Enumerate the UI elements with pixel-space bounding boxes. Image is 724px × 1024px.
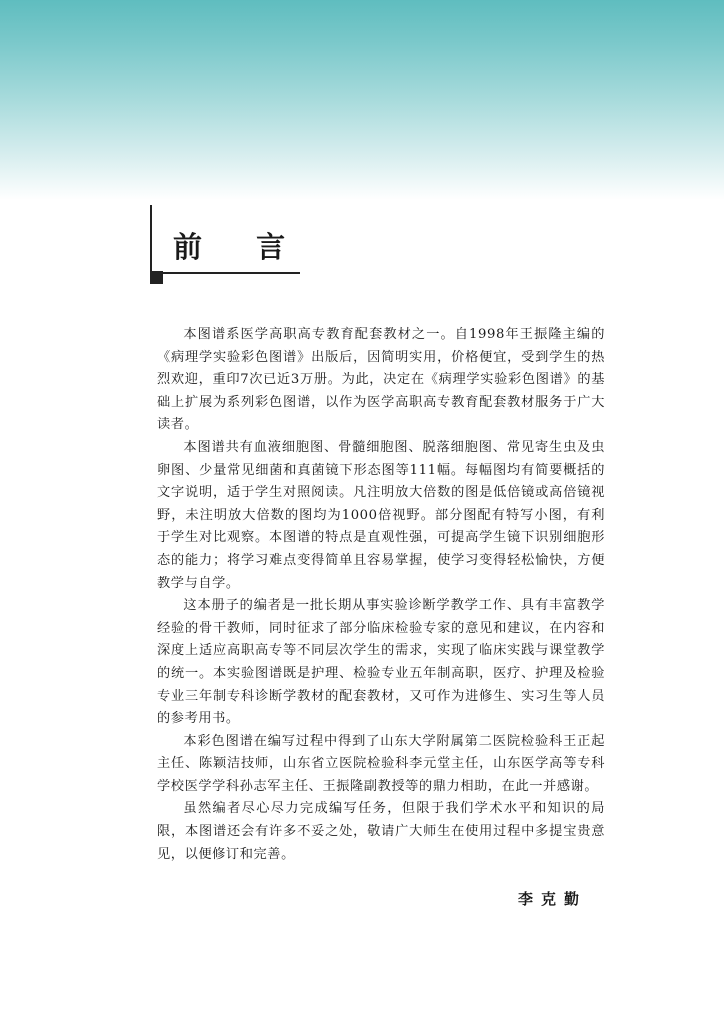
paragraph: 本图谱系医学高职高专教育配套教材之一。自1998年王振隆主编的《病理学实验彩色图谱》出版后，因简明实用，价格便宜，受到学生的热烈欢迎，重印7次已近3万册。为此，决定在《病理学实验彩色图谱》的基础上扩展为系列彩色图谱，以作为医学高职高专教育配套教材服务于广大读者。: [157, 327, 605, 433]
title-horizontal-rule: [150, 272, 300, 274]
paragraph: 这本册子的编者是一批长期从事实验诊断学教学工作、具有丰富教学经验的骨干教师，同时征求了部分临床检验专家的意见和建议，在内容和深度上适应高职高专等不同层次学生的需求，实现了临床实践与课堂教学的统一。本实验图谱既是护理、检验专业五年制高职，医疗、护理及检验专业三年制专科诊断学教材的配套教材，又可作为进修生、实习生等人员的参考用书。: [157, 598, 605, 727]
title-block: [150, 205, 308, 280]
header-color-band: [0, 0, 724, 200]
author-signature: 李克勤: [518, 890, 588, 908]
paragraph: 虽然编者尽心尽力完成编写任务，但限于我们学术水平和知识的局限，本图谱还会有许多不妥之处，敬请广大师生在使用过程中多提宝贵意见，以便修订和完善。: [157, 801, 605, 862]
preface-body: [157, 324, 605, 866]
paragraph: 本彩色图谱在编写过程中得到了山东大学附属第二医院检验科王正起主任、陈颖洁技师，山东省立医院检验科李元堂主任，山东医学高等专科学校医学学科孙志军主任、王振隆副教授等的鼎力相助，在此一并感谢。: [157, 733, 605, 794]
title-vertical-rule: [150, 205, 152, 280]
paragraph: 本图谱共有血液细胞图、骨髓细胞图、脱落细胞图、常见寄生虫及虫卵图、少量常见细菌和真菌镜下形态图等111幅。每幅图均有简要概括的文字说明，适于学生对照阅读。凡注明放大倍数的图是低倍镜或高倍镜视野，未注明放大倍数的图均为1000倍视野。部分图配有特写小图，有利于学生对比观察。本图谱的特点是直观性强，可提高学生镜下识别细胞形态的能力；将学习难点变得简单且容易掌握，使学习变得轻松愉快，方便教学与自学。: [157, 439, 605, 591]
page-title: 前 言: [173, 230, 308, 264]
title-corner-square: [150, 271, 163, 284]
